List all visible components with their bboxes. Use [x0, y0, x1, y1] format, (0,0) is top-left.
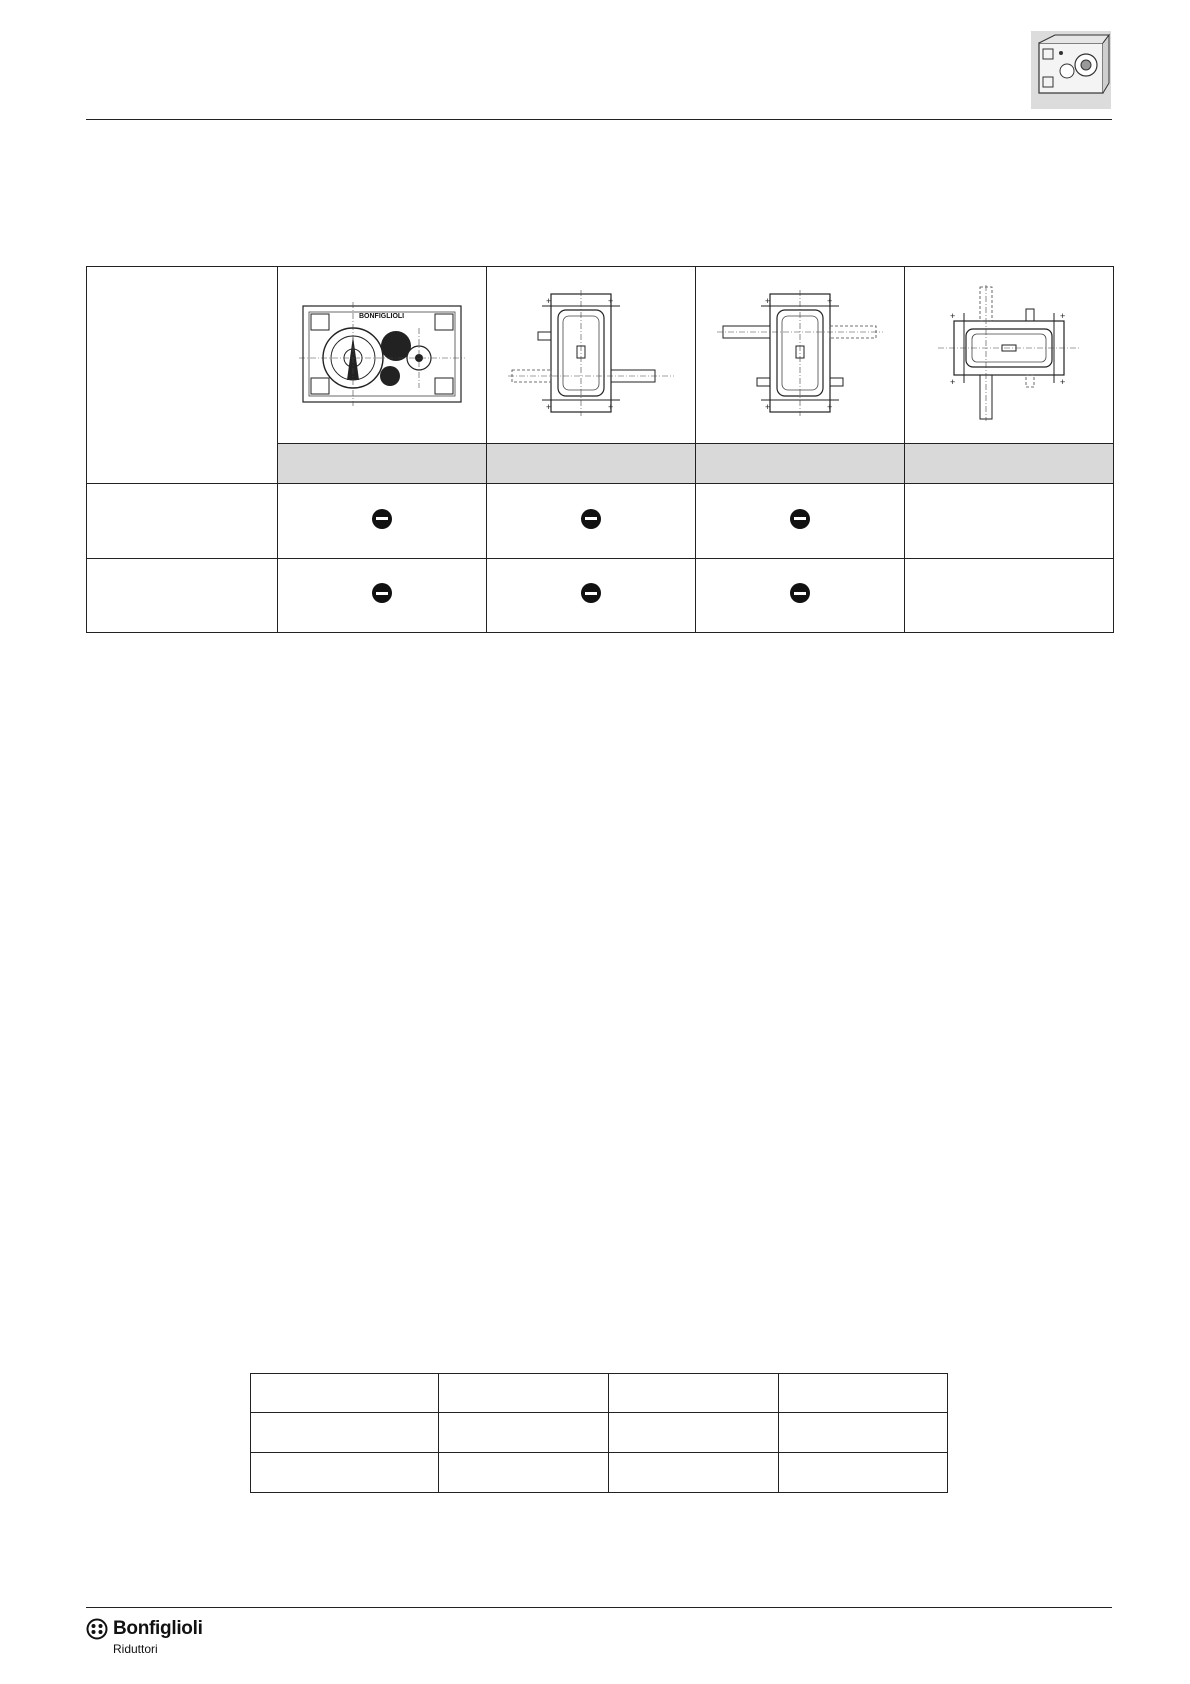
- gearbox-top-view-drawing-b: [715, 288, 885, 418]
- table-cell: [905, 484, 1114, 559]
- table-row: [251, 1374, 948, 1413]
- no-entry-icon: [790, 509, 810, 529]
- secondary-table: [250, 1373, 948, 1493]
- table-cell: [278, 559, 487, 633]
- brand-subtitle: Riduttori: [113, 1642, 158, 1656]
- no-entry-icon: [581, 509, 601, 529]
- svg-text:+: +: [546, 401, 552, 412]
- svg-text:+: +: [608, 401, 614, 412]
- table-row: [251, 1413, 948, 1453]
- svg-text:+: +: [1060, 376, 1066, 387]
- no-entry-icon: [372, 509, 392, 529]
- table-cell: [609, 1413, 779, 1453]
- drawing-cell-front: [278, 267, 487, 444]
- svg-text:BONFIGLIOLI: BONFIGLIOLI: [359, 312, 405, 320]
- table-row: [87, 484, 1114, 559]
- table-cell: [696, 484, 905, 559]
- footer-rule: [86, 1607, 1112, 1608]
- table-cell: [779, 1413, 948, 1453]
- label-cell-a: [487, 444, 696, 484]
- svg-text:+: +: [827, 401, 833, 412]
- table-cell: [487, 484, 696, 559]
- table-cell: [779, 1453, 948, 1493]
- table-cell: [251, 1453, 439, 1493]
- table-cell: [487, 559, 696, 633]
- no-entry-icon: [790, 583, 810, 603]
- drawing-cell-c: [905, 267, 1114, 444]
- svg-text:+: +: [546, 295, 552, 306]
- no-entry-icon: [372, 583, 392, 603]
- table-corner-cell: [87, 267, 278, 484]
- table-row: [87, 559, 1114, 633]
- table-cell: [439, 1453, 609, 1493]
- label-cell-c: [905, 444, 1114, 484]
- svg-text:+: +: [827, 295, 833, 306]
- svg-text:+: +: [765, 401, 771, 412]
- svg-text:+: +: [765, 295, 771, 306]
- row-header-cell: [87, 559, 278, 633]
- gearbox-top-view-drawing-c: [924, 283, 1094, 423]
- label-cell-front: [278, 444, 487, 484]
- svg-text:+: +: [950, 376, 956, 387]
- brand-logo: [86, 1616, 216, 1666]
- brand-name: Bonfiglioli: [113, 1618, 203, 1639]
- header-rule: [86, 119, 1112, 120]
- table-cell: [696, 559, 905, 633]
- bonfiglioli-logo-icon: [86, 1618, 108, 1640]
- drawing-cell-a: [487, 267, 696, 444]
- svg-text:+: +: [608, 295, 614, 306]
- table-row: [251, 1453, 948, 1493]
- no-entry-icon: [581, 583, 601, 603]
- gearbox-top-view-drawing-a: [506, 288, 676, 418]
- table-cell: [779, 1374, 948, 1413]
- table-cell: [251, 1374, 439, 1413]
- table-cell: [905, 559, 1114, 633]
- mounting-positions-table: [86, 266, 1114, 633]
- label-cell-b: [696, 444, 905, 484]
- table-cell: [278, 484, 487, 559]
- row-header-cell: [87, 484, 278, 559]
- table-cell: [609, 1374, 779, 1413]
- table-cell: [439, 1374, 609, 1413]
- table-cell: [609, 1453, 779, 1493]
- table-cell: [251, 1413, 439, 1453]
- svg-text:+: +: [950, 310, 956, 321]
- gearbox-front-view-drawing: [297, 298, 467, 408]
- gearbox-thumbnail-icon: [1031, 31, 1111, 109]
- svg-text:+: +: [1060, 310, 1066, 321]
- drawing-cell-b: [696, 267, 905, 444]
- table-cell: [439, 1413, 609, 1453]
